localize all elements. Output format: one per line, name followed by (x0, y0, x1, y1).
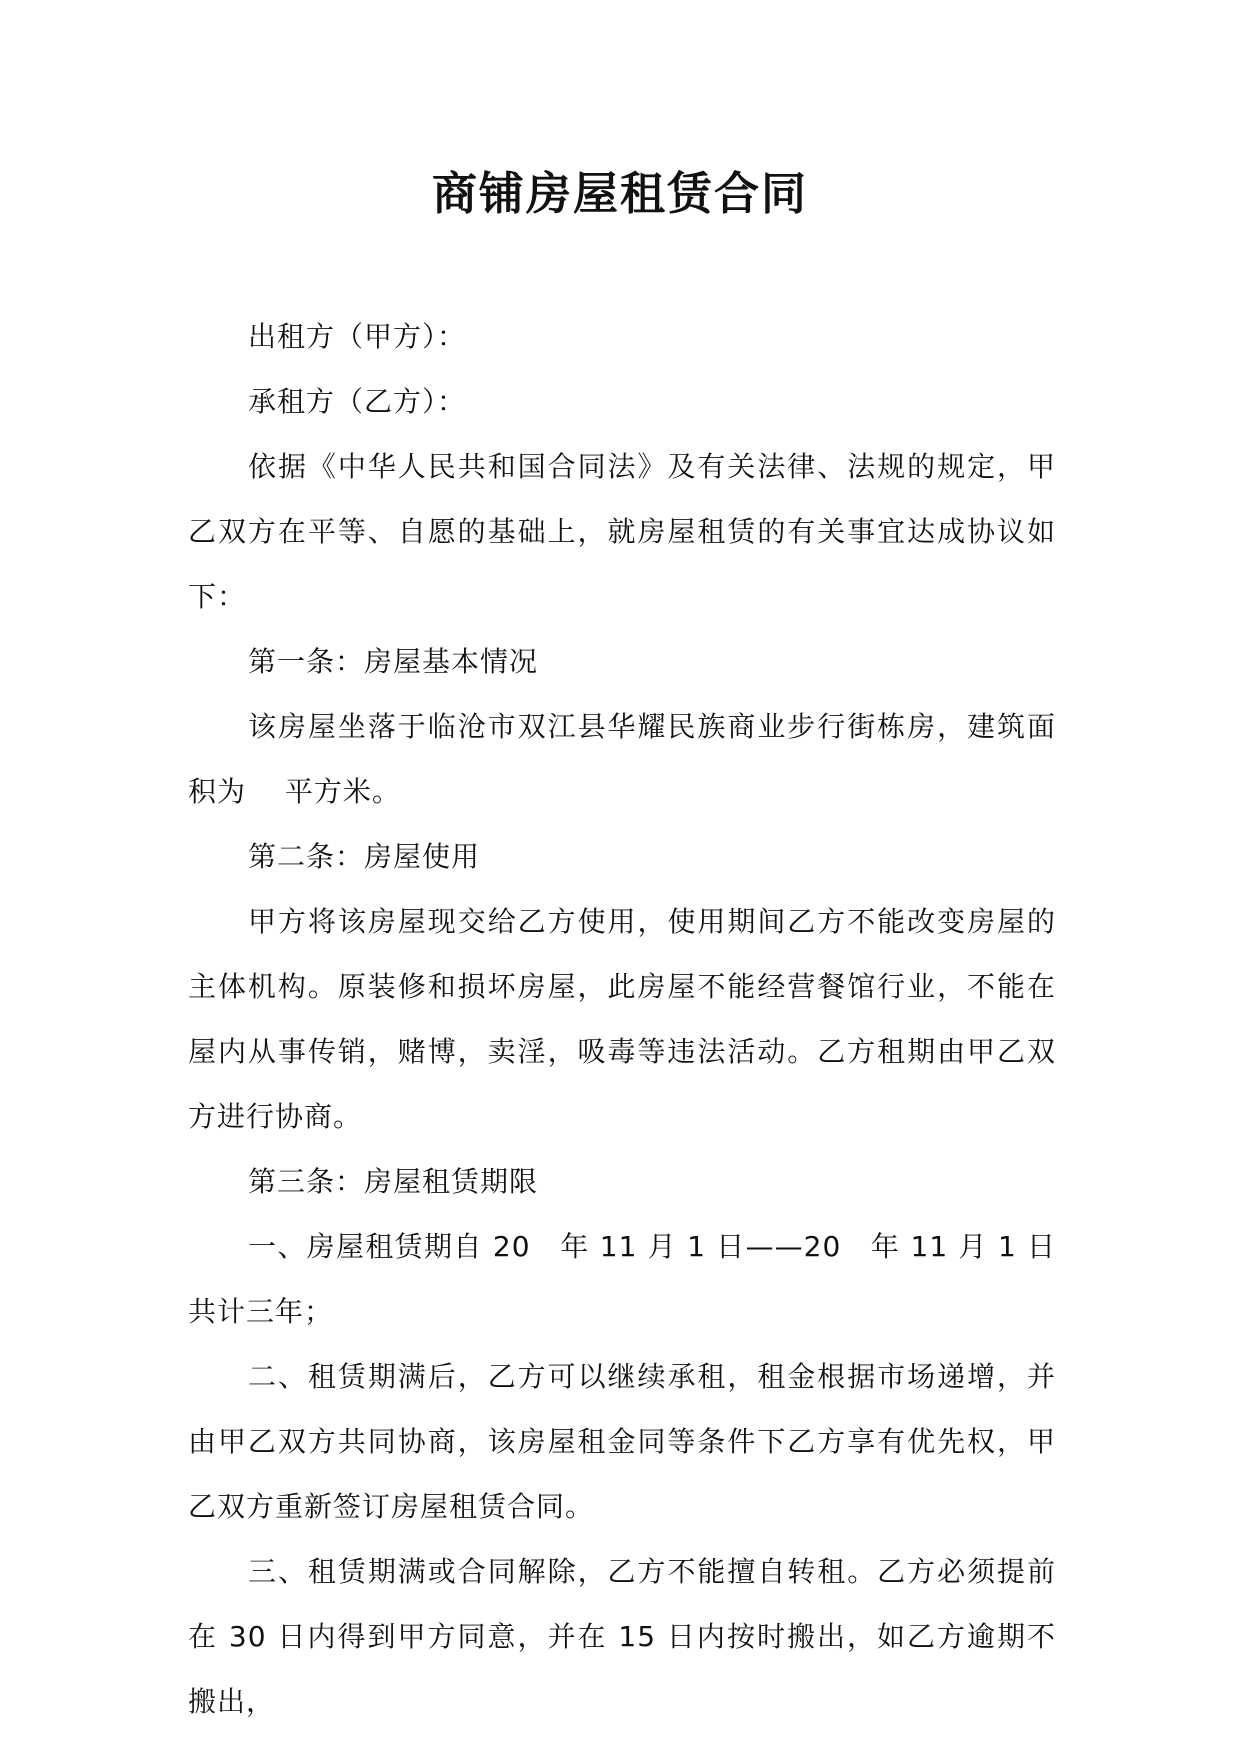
article-2-paragraph: 甲方将该房屋现交给乙方使用，使用期间乙方不能改变房屋的主体机构。原装修和损坏房屋，此房屋不能经营餐馆行业，不能在屋内从事传销，赌博，卖淫，吸毒等违法活动。乙方租期由甲乙双方进行协商。 (188, 905, 1056, 1133)
article-1-heading: 第一条：房屋基本情况 (248, 645, 539, 678)
article-2-heading: 第二条：房屋使用 (248, 840, 481, 873)
article-3-clause-1: 一、房屋租赁期自 20 年 11 月 1 日——20 年 11 月 1 日共计三年； (188, 1230, 1056, 1328)
article-3-clause-3: 三、租赁期满或合同解除，乙方不能擅自转租。乙方必须提前在 30 日内得到甲方同意，并在 15 日内按时搬出，如乙方逾期不搬出， (188, 1555, 1056, 1718)
article-3-clause-2: 二、租赁期满后，乙方可以继续承租，租金根据市场递增，并由甲乙双方共同协商，该房屋租金同等条件下乙方享有优先权，甲乙双方重新签订房屋租赁合同。 (188, 1360, 1056, 1523)
article-1-paragraph: 该房屋坐落于临沧市双江县华耀民族商业步行街栋房，建筑面积为 平方米。 (188, 710, 1056, 808)
party-a-line: 出租方（甲方）： (248, 320, 467, 353)
preamble-paragraph: 依据《中华人民共和国合同法》及有关法律、法规的规定，甲乙双方在平等、自愿的基础上，就房屋租赁的有关事宜达成协议如下： (188, 450, 1056, 613)
party-b-line: 承租方（乙方）： (248, 385, 467, 418)
document-title: 商铺房屋租赁合同 (431, 167, 808, 220)
document-body (188, 304, 1056, 1734)
article-3-heading: 第三条：房屋租赁期限 (248, 1165, 539, 1198)
